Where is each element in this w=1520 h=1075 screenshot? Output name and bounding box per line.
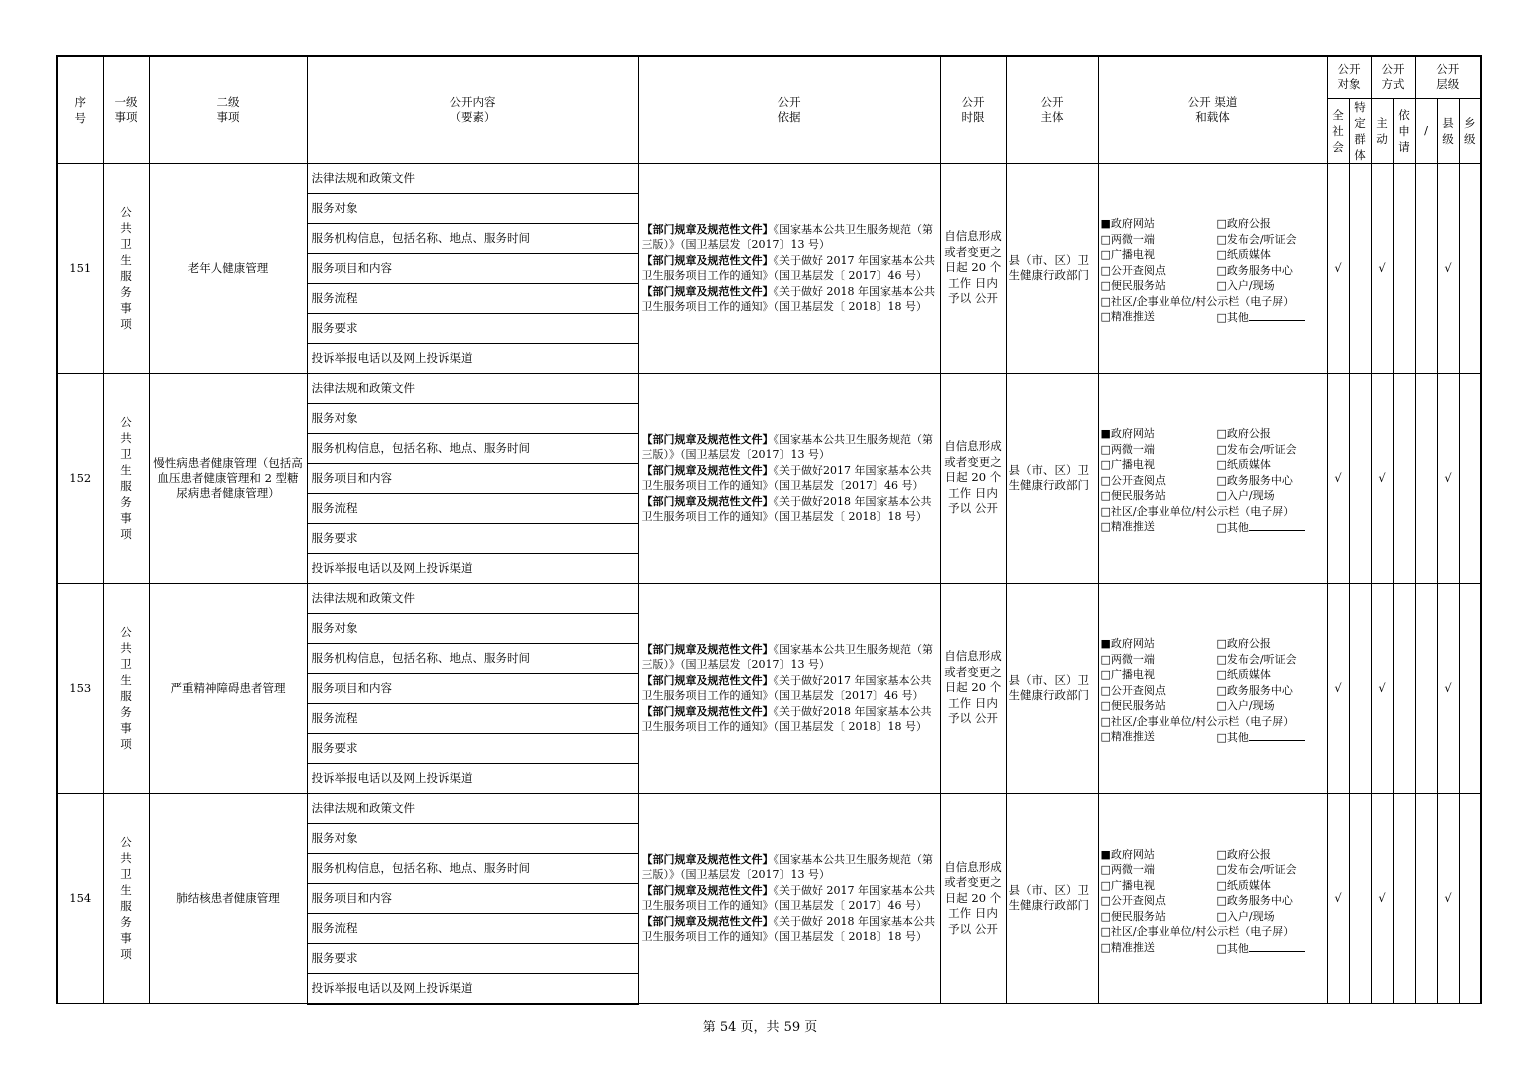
header-level-town: 乡 级: [1459, 98, 1481, 163]
channel-option: □其他: [1217, 729, 1305, 746]
cell-element: 法律法规和政策文件: [307, 163, 638, 193]
header-basis: 公开 依据: [638, 56, 940, 163]
cell-subject: 县（市、区）卫 生健康行政部门: [1006, 793, 1098, 1004]
channel-option: □纸质媒体: [1216, 458, 1271, 472]
cell-element: 服务流程: [307, 703, 638, 733]
cell-method-active: √: [1371, 583, 1393, 793]
header-method-active: 主 动: [1371, 98, 1393, 163]
cell-level-county: √: [1437, 793, 1459, 1004]
header-content: 公开内容 （要素）: [307, 56, 638, 163]
header-channel: 公开 渠道 和载体: [1098, 56, 1327, 163]
cell-time: 自信息形成或者变更之日起 20 个工作 日内予以 公开: [940, 793, 1006, 1004]
cell-element: 服务项目和内容: [307, 253, 638, 283]
cell-level-town: [1459, 583, 1481, 793]
page-footer: 第 54 页，共 59 页: [702, 1020, 818, 1035]
cell-basis: 【部门规章及规范性文件】《国家基本公共卫生服务规范（第三版）》（国卫基层发〔2017〕13 号） 【部门规章及规范性文件】《关于做好2017 年国家基本公共卫生服务项目工作的通知》（国卫基层发〔2017〕46 号） 【部门规章及规范性文件】《关于做好2018 年国家基本公共卫生服务项目工作的通知》（国卫基层发〔 2018〕18 号）: [638, 373, 940, 583]
channel-option: □政务服务中心: [1216, 473, 1293, 487]
channel-option: □社区/企事业单位/村公示栏（电子屏）: [1100, 925, 1295, 938]
cell-channel: [1098, 583, 1327, 793]
channel-option: □发布会/听证会: [1216, 442, 1297, 456]
cell-channel: [1098, 373, 1327, 583]
channel-option: □便民服务站: [1100, 489, 1166, 503]
header-subject: 公开 主体: [1006, 56, 1098, 163]
cell-method-apply: [1393, 793, 1415, 1004]
cell-level2: 严重精神障碍患者管理: [149, 583, 307, 793]
cell-level-town: [1459, 373, 1481, 583]
cell-channel: [1098, 163, 1327, 373]
cell-element: 服务项目和内容: [307, 673, 638, 703]
cell-element: 投诉举报电话以及网上投诉渠道: [307, 553, 638, 583]
channel-option: □纸质媒体: [1216, 878, 1271, 892]
cell-slash: [1415, 793, 1437, 1004]
cell-method-apply: [1393, 583, 1415, 793]
table-row: [57, 373, 1481, 403]
header-level2: 二级 事项: [149, 56, 307, 163]
channel-option: □精准推送: [1100, 940, 1155, 954]
channel-option: □便民服务站: [1100, 909, 1166, 923]
cell-level-town: [1459, 793, 1481, 1004]
channel-option: ■政府网站: [1100, 847, 1155, 861]
channel-option: □其他: [1217, 940, 1305, 957]
channel-option: ■政府网站: [1100, 427, 1155, 441]
channel-option: □发布会/听证会: [1216, 863, 1297, 876]
channel-option: □公开查阅点: [1100, 683, 1166, 697]
table-row: [57, 163, 1481, 193]
channel-option: □两微一端: [1100, 652, 1155, 666]
cell-level1: 公 共 卫 生 服 务 事 项: [103, 163, 149, 373]
channel-option: □政府公报: [1216, 427, 1271, 441]
cell-target-all: √: [1327, 373, 1349, 583]
header-slash: /: [1415, 98, 1437, 163]
cell-element: 服务要求: [307, 733, 638, 763]
cell-target-specific: [1349, 793, 1371, 1004]
channel-option: □社区/企事业单位/村公示栏（电子屏）: [1100, 504, 1295, 518]
disclosure-table: [56, 55, 1482, 1005]
cell-target-all: √: [1327, 583, 1349, 793]
channel-option: □入户/现场: [1216, 909, 1275, 923]
channel-option: □纸质媒体: [1216, 248, 1271, 262]
header-time: 公开 时限: [940, 56, 1006, 163]
cell-method-active: √: [1371, 373, 1393, 583]
cell-target-all: √: [1327, 163, 1349, 373]
cell-target-all: √: [1327, 793, 1349, 1004]
channel-option: □入户/现场: [1216, 489, 1275, 503]
channel-option: □公开查阅点: [1100, 473, 1166, 487]
cell-element: 服务流程: [307, 283, 638, 313]
cell-time: 自信息形成或者变更之日起 20 个工作 日内予以 公开: [940, 373, 1006, 583]
cell-element: 服务机构信息，包括名称、地点、服务时间: [307, 853, 638, 883]
cell-element: 投诉举报电话以及网上投诉渠道: [307, 763, 638, 793]
cell-basis: 【部门规章及规范性文件】《国家基本公共卫生服务规范（第三版）》（国卫基层发〔2017〕13 号） 【部门规章及规范性文件】《关于做好 2017 年国家基本公共卫生服务项目工作的通知》（国卫基层发〔 2017〕46 号） 【部门规章及规范性文件】《关于做好 2018 年国家基本公共卫生服务项目工作的通知》（国卫基层发〔 2018〕18 号）: [638, 793, 940, 1004]
channel-option: □两微一端: [1100, 863, 1155, 876]
cell-method-active: √: [1371, 163, 1393, 373]
channel-option: □政务服务中心: [1216, 683, 1293, 697]
cell-level-county: √: [1437, 583, 1459, 793]
channel-option: □精准推送: [1100, 730, 1155, 744]
channel-option: □广播电视: [1100, 248, 1155, 262]
channel-option: □广播电视: [1100, 668, 1155, 682]
channel-option: □广播电视: [1100, 458, 1155, 472]
channel-option: □政府公报: [1216, 637, 1271, 651]
header-level-county: 县 级: [1437, 98, 1459, 163]
header-method-apply: 依 申 请: [1393, 98, 1415, 163]
cell-subject: 县（市、区）卫 生健康行政部门: [1006, 583, 1098, 793]
cell-element: 服务要求: [307, 313, 638, 343]
cell-element: 服务要求: [307, 523, 638, 553]
cell-element: 投诉举报电话以及网上投诉渠道: [307, 343, 638, 373]
channel-option: □政府公报: [1216, 847, 1271, 861]
cell-target-specific: [1349, 373, 1371, 583]
cell-method-apply: [1393, 163, 1415, 373]
header-target-specific: 特 定 群 体: [1349, 98, 1371, 163]
channel-option: □精准推送: [1100, 520, 1155, 534]
header-target-all: 全 社 会: [1327, 98, 1349, 163]
cell-seq: 154: [57, 793, 103, 1004]
channel-option: ■政府网站: [1100, 217, 1155, 231]
channel-option: □发布会/听证会: [1216, 652, 1297, 666]
cell-time: 自信息形成或者变更之日起 20 个工作 日内予以 公开: [940, 583, 1006, 793]
cell-element: 法律法规和政策文件: [307, 373, 638, 403]
cell-slash: [1415, 373, 1437, 583]
channel-option: □两微一端: [1100, 442, 1155, 456]
cell-level2: 老年人健康管理: [149, 163, 307, 373]
cell-element: 法律法规和政策文件: [307, 583, 638, 613]
table-row: [57, 583, 1481, 613]
cell-element: 服务流程: [307, 913, 638, 943]
cell-level2: 慢性病患者健康管理（包括高血压患者健康管理和 2 型糖尿病患者健康管理）: [149, 373, 307, 583]
cell-basis: 【部门规章及规范性文件】《国家基本公共卫生服务规范（第三版）》（国卫基层发〔2017〕13 号） 【部门规章及规范性文件】《关于做好 2017 年国家基本公共卫生服务项目工作的通知》（国卫基层发〔 2017〕46 号） 【部门规章及规范性文件】《关于做好 2018 年国家基本公共卫生服务项目工作的通知》（国卫基层发〔 2018〕18 号）: [638, 163, 940, 373]
channel-option: □社区/企事业单位/村公示栏（电子屏）: [1100, 714, 1295, 728]
cell-slash: [1415, 163, 1437, 373]
channel-option: □其他: [1217, 309, 1305, 326]
cell-element: 服务对象: [307, 193, 638, 223]
cell-target-specific: [1349, 583, 1371, 793]
cell-element: 投诉举报电话以及网上投诉渠道: [307, 973, 638, 1004]
channel-option: □其他: [1217, 519, 1305, 536]
channel-option: □政务服务中心: [1216, 263, 1293, 277]
cell-element: 服务流程: [307, 493, 638, 523]
cell-level1: 公 共 卫 生 服 务 事 项: [103, 373, 149, 583]
cell-subject: 县（市、区）卫 生健康行政部门: [1006, 163, 1098, 373]
channel-option: □精准推送: [1100, 310, 1155, 324]
cell-level1: 公 共 卫 生 服 务 事 项: [103, 583, 149, 793]
cell-level-town: [1459, 163, 1481, 373]
cell-method-apply: [1393, 373, 1415, 583]
channel-option: □政务服务中心: [1216, 894, 1293, 907]
channel-option: □公开查阅点: [1100, 894, 1166, 907]
channel-option: □便民服务站: [1100, 279, 1166, 293]
header-level1: 一级 事项: [103, 56, 149, 163]
cell-level1: 公 共 卫 生 服 务 事 项: [103, 793, 149, 1004]
header-level: 公开 层级: [1415, 56, 1481, 98]
cell-target-specific: [1349, 163, 1371, 373]
cell-seq: 152: [57, 373, 103, 583]
channel-option: □便民服务站: [1100, 699, 1166, 713]
cell-element: 服务对象: [307, 613, 638, 643]
table-row: [57, 793, 1481, 823]
cell-time: 自信息形成或者变更之日起 20 个工作 日内予以 公开: [940, 163, 1006, 373]
cell-element: 服务对象: [307, 823, 638, 853]
channel-option: □两微一端: [1100, 232, 1155, 246]
channel-option: □公开查阅点: [1100, 263, 1166, 277]
cell-basis: 【部门规章及规范性文件】《国家基本公共卫生服务规范（第三版）》（国卫基层发〔2017〕13 号） 【部门规章及规范性文件】《关于做好2017 年国家基本公共卫生服务项目工作的通知》（国卫基层发〔2017〕46 号） 【部门规章及规范性文件】《关于做好2018 年国家基本公共卫生服务项目工作的通知》（国卫基层发〔 2018〕18 号）: [638, 583, 940, 793]
cell-channel: [1098, 793, 1327, 1004]
cell-element: 服务项目和内容: [307, 463, 638, 493]
cell-level2: 肺结核患者健康管理: [149, 793, 307, 1004]
cell-level-county: √: [1437, 373, 1459, 583]
cell-seq: 153: [57, 583, 103, 793]
channel-option: □入户/现场: [1216, 699, 1275, 713]
cell-seq: 151: [57, 163, 103, 373]
channel-option: □纸质媒体: [1216, 668, 1271, 682]
cell-slash: [1415, 583, 1437, 793]
channel-option: □广播电视: [1100, 878, 1155, 892]
cell-element: 服务机构信息，包括名称、地点、服务时间: [307, 223, 638, 253]
channel-option: ■政府网站: [1100, 637, 1155, 651]
cell-element: 法律法规和政策文件: [307, 793, 638, 823]
cell-element: 服务对象: [307, 403, 638, 433]
header-target: 公开 对象: [1327, 56, 1371, 98]
header-seq: 序 号: [57, 56, 103, 163]
cell-element: 服务项目和内容: [307, 883, 638, 913]
cell-level-county: √: [1437, 163, 1459, 373]
channel-option: □发布会/听证会: [1216, 232, 1297, 246]
cell-element: 服务机构信息，包括名称、地点、服务时间: [307, 643, 638, 673]
cell-element: 服务要求: [307, 943, 638, 973]
channel-option: □入户/现场: [1216, 279, 1275, 293]
channel-option: □政府公报: [1216, 217, 1271, 231]
channel-option: □社区/企事业单位/村公示栏（电子屏）: [1100, 294, 1295, 308]
cell-subject: 县（市、区）卫 生健康行政部门: [1006, 373, 1098, 583]
header-method: 公开 方式: [1371, 56, 1415, 98]
cell-method-active: √: [1371, 793, 1393, 1004]
cell-element: 服务机构信息，包括名称、地点、服务时间: [307, 433, 638, 463]
